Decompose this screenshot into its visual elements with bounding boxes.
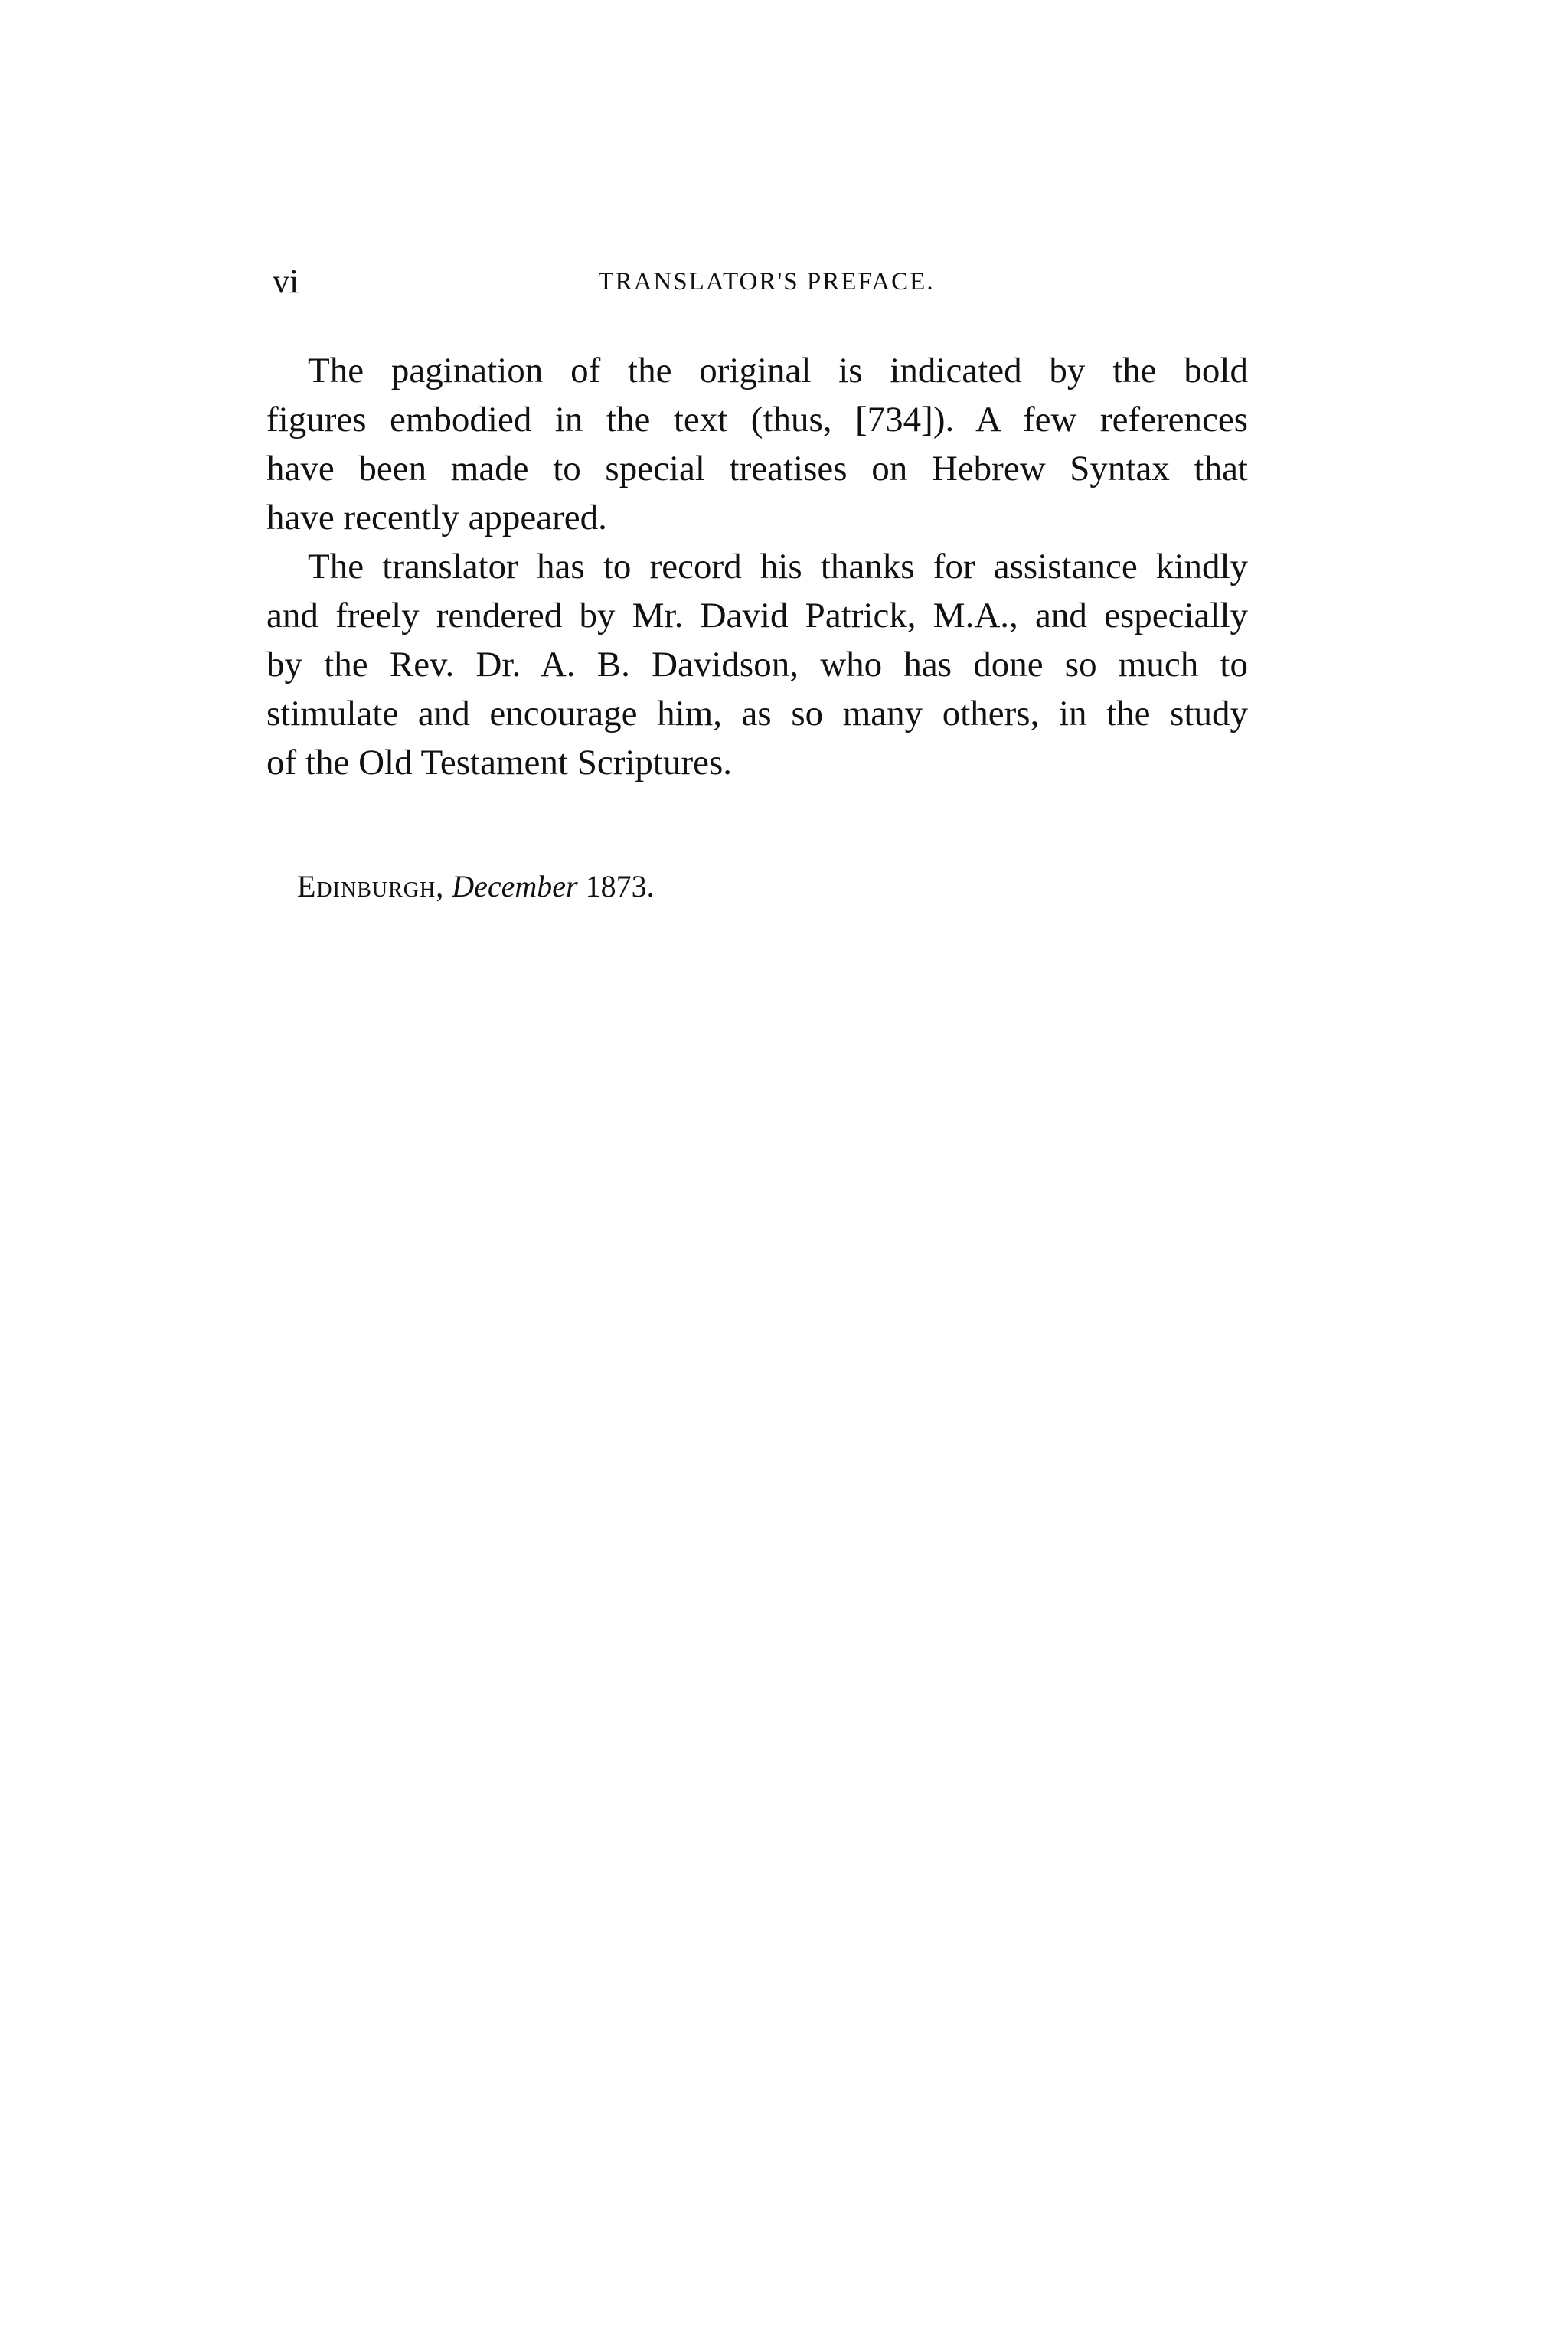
signature-place: Edinburgh, (297, 869, 445, 903)
paragraph-2-line-1: The translator has to record his thanks for assistance kindly (308, 547, 1248, 586)
signature-line (297, 864, 655, 910)
preface-body (266, 346, 1248, 787)
paragraph-2-line-2: and freely rendered by Mr. David Patrick, M.A., and especially (266, 596, 1248, 635)
paragraph-1-line-4: have recently appeared. (266, 498, 607, 537)
paragraph-2-line-4: stimulate and encourage him, as so many others, in the study (266, 694, 1248, 733)
signature-month: December (452, 869, 578, 903)
paragraph-2-line-3: by the Rev. Dr. A. B. Davidson, who has done so much to (266, 645, 1248, 684)
running-title: TRANSLATOR'S PREFACE. (598, 268, 935, 296)
page-number: vi (273, 263, 299, 300)
paragraph-2-line-5: of the Old Testament Scriptures. (266, 743, 733, 782)
running-head (273, 259, 1260, 305)
signature-year: 1873. (585, 869, 655, 903)
paragraph-1-line-3: have been made to special treatises on Hebrew Syntax that (266, 449, 1248, 488)
paragraph-1-line-1: The pagination of the original is indicated by the bold (308, 351, 1248, 390)
paragraph-1-line-2: figures embodied in the text (thus, [734]). A few references (266, 400, 1248, 439)
